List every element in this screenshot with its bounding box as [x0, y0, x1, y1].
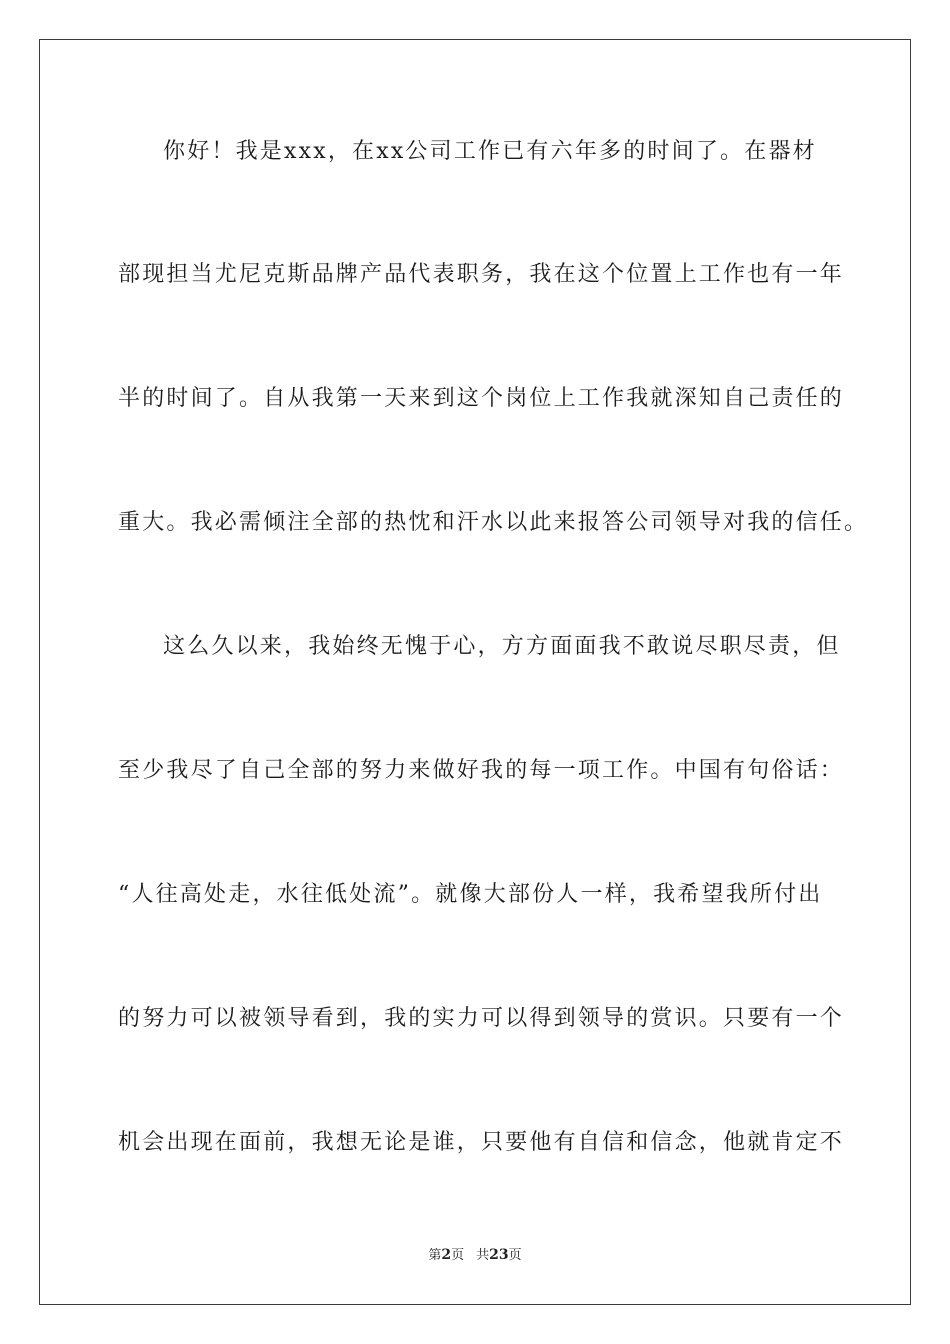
body-line-3: 半的时间了。自从我第一天来到这个岗位上工作我就深知自己责任的: [118, 386, 845, 411]
body-line-1: 你好！我是xxx，在xx公司工作已有六年多的时间了。在器材: [163, 139, 817, 164]
page-frame: [39, 39, 911, 1305]
body-line-5: 这么久以来，我始终无愧于心，方方面面我不敢说尽职尽责，但: [163, 634, 841, 659]
body-line-7: “人往高处走，水往低处流”。就像大部份人一样，我希望我所付出: [118, 882, 823, 907]
body-line-2: 部现担当尤尼克斯品牌产品代表职务，我在这个位置上工作也有一年: [118, 262, 845, 287]
body-line-9: 机会出现在面前，我想无论是谁，只要他有自信和信念，他就肯定不: [118, 1130, 845, 1155]
body-line-6: 至少我尽了自己全部的努力来做好我的每一项工作。中国有句俗话：: [118, 758, 845, 783]
footer-page-prefix: 第: [428, 1248, 442, 1263]
footer-page-number: 2: [441, 1247, 452, 1263]
footer-page-suffix: 页: [451, 1248, 465, 1263]
page-footer: [0, 1246, 950, 1265]
footer-total-number: 23: [489, 1247, 509, 1263]
footer-total-prefix: 共: [476, 1248, 490, 1263]
footer-total-suffix: 页: [508, 1248, 522, 1263]
body-line-4: 重大。我必需倾注全部的热忱和汗水以此来报答公司领导对我的信任。: [118, 510, 869, 535]
body-line-8: 的努力可以被领导看到，我的实力可以得到领导的赏识。只要有一个: [118, 1006, 845, 1031]
